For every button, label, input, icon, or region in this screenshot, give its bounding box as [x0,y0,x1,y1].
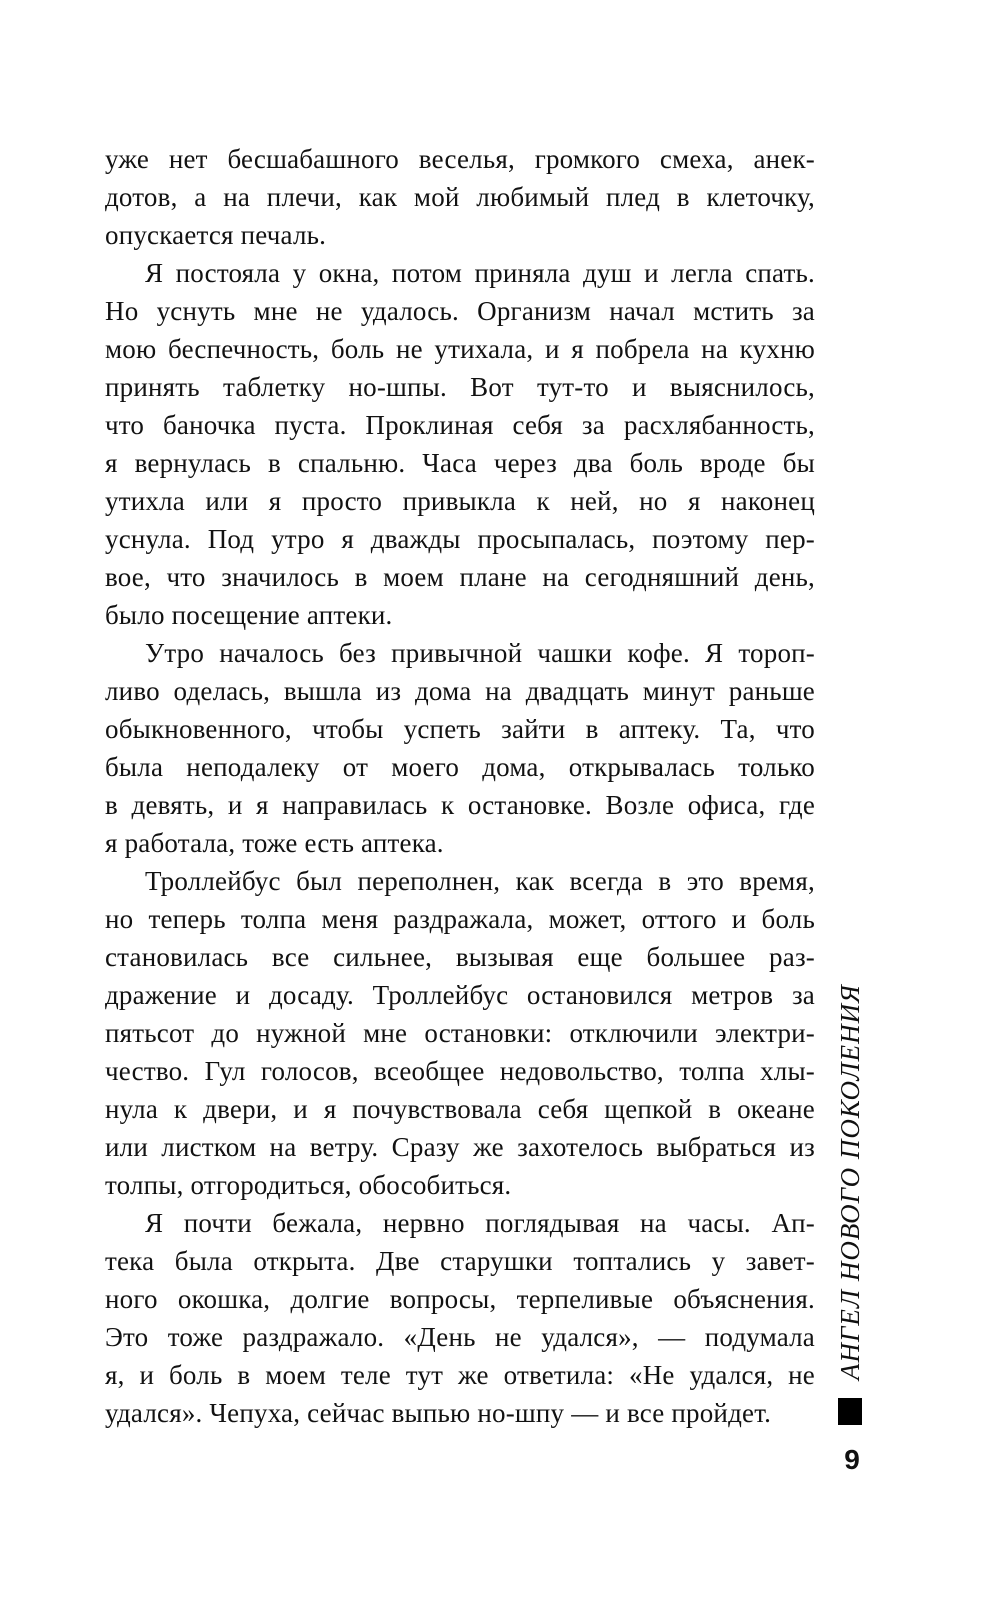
text-line: ного окошка, долгие вопросы, терпеливые объяснения. [105,1284,815,1314]
text-line: я, и боль в моем теле тут же ответила: «Не удался, не [105,1360,815,1390]
text-line: становилась все сильнее, вызывая еще большее раз- [105,942,815,972]
black-square-marker [838,1398,862,1425]
text-line: опускается печаль. [105,220,327,250]
text-line: ливо оделась, вышла из дома на двадцать минут раньше [105,676,815,706]
margin-series-title: АНГЕЛ НОВОГО ПОКОЛЕНИЯ [835,984,865,1380]
text-line: Я постояла у окна, потом приняла душ и легла спать. [145,258,815,288]
text-line: Это тоже раздражало. «День не удался», — подумала [105,1322,815,1352]
text-line: утихла или я просто привыкла к ней, но я наконец [105,486,815,516]
text-line: но теперь толпа меня раздражала, может, оттого и боль [105,904,815,934]
text-line: пятьсот до нужной мне остановки: отключили электри- [105,1018,815,1048]
text-line: толпы, отгородиться, обособиться. [105,1170,512,1200]
text-line: я вернулась в спальню. Часа через два боль вроде бы [105,448,815,478]
text-line: вое, что значилось в моем плане на сегодняшний день, [105,562,815,592]
text-line: уснула. Под утро я дважды просыпалась, поэтому пер- [105,524,815,554]
text-line: нула к двери, и я почувствовала себя щепкой в океане [105,1094,815,1124]
text-line: Но уснуть мне не удалось. Организм начал мстить за [105,296,815,326]
text-line: или листком на ветру. Сразу же захотелось выбраться из [105,1132,815,1162]
page-number: 9 [844,1444,860,1475]
text-line: тека была открыта. Две старушки топтались у завет- [105,1246,815,1276]
text-line: Троллейбус был переполнен, как всегда в это время, [145,866,815,896]
text-line: Утро началось без привычной чашки кофе. Я тороп- [145,638,815,668]
text-line: в девять, и я направилась к остановке. Возле офиса, где [105,790,815,820]
text-line: я работала, тоже есть аптека. [105,828,444,858]
text-line: мою беспечность, боль не утихала, и я побрела на кухню [105,334,815,364]
text-line: обыкновенного, чтобы успеть зайти в аптеку. Та, что [105,714,815,744]
text-line: дотов, а на плечи, как мой любимый плед в клеточку, [105,182,815,212]
text-line: дражение и досаду. Троллейбус остановился метров за [105,980,815,1010]
text-line: уже нет бесшабашного веселья, громкого смеха, анек- [105,144,815,174]
text-line: принять таблетку но-шпы. Вот тут-то и выяснилось, [105,372,815,402]
text-line: что баночка пуста. Проклиная себя за расхлябанность, [105,410,815,440]
text-line: было посещение аптеки. [105,600,393,630]
text-line: Я почти бежала, нервно поглядывая на часы. Ап- [145,1208,815,1238]
body-text [105,140,815,1432]
text-line: удался». Чепуха, сейчас выпью но-шпу — и все пройдет. [105,1398,772,1428]
text-line: чество. Гул голосов, всеобщее недовольство, толпа хлы- [105,1056,815,1086]
text-line: была неподалеку от моего дома, открывалась только [105,752,815,782]
